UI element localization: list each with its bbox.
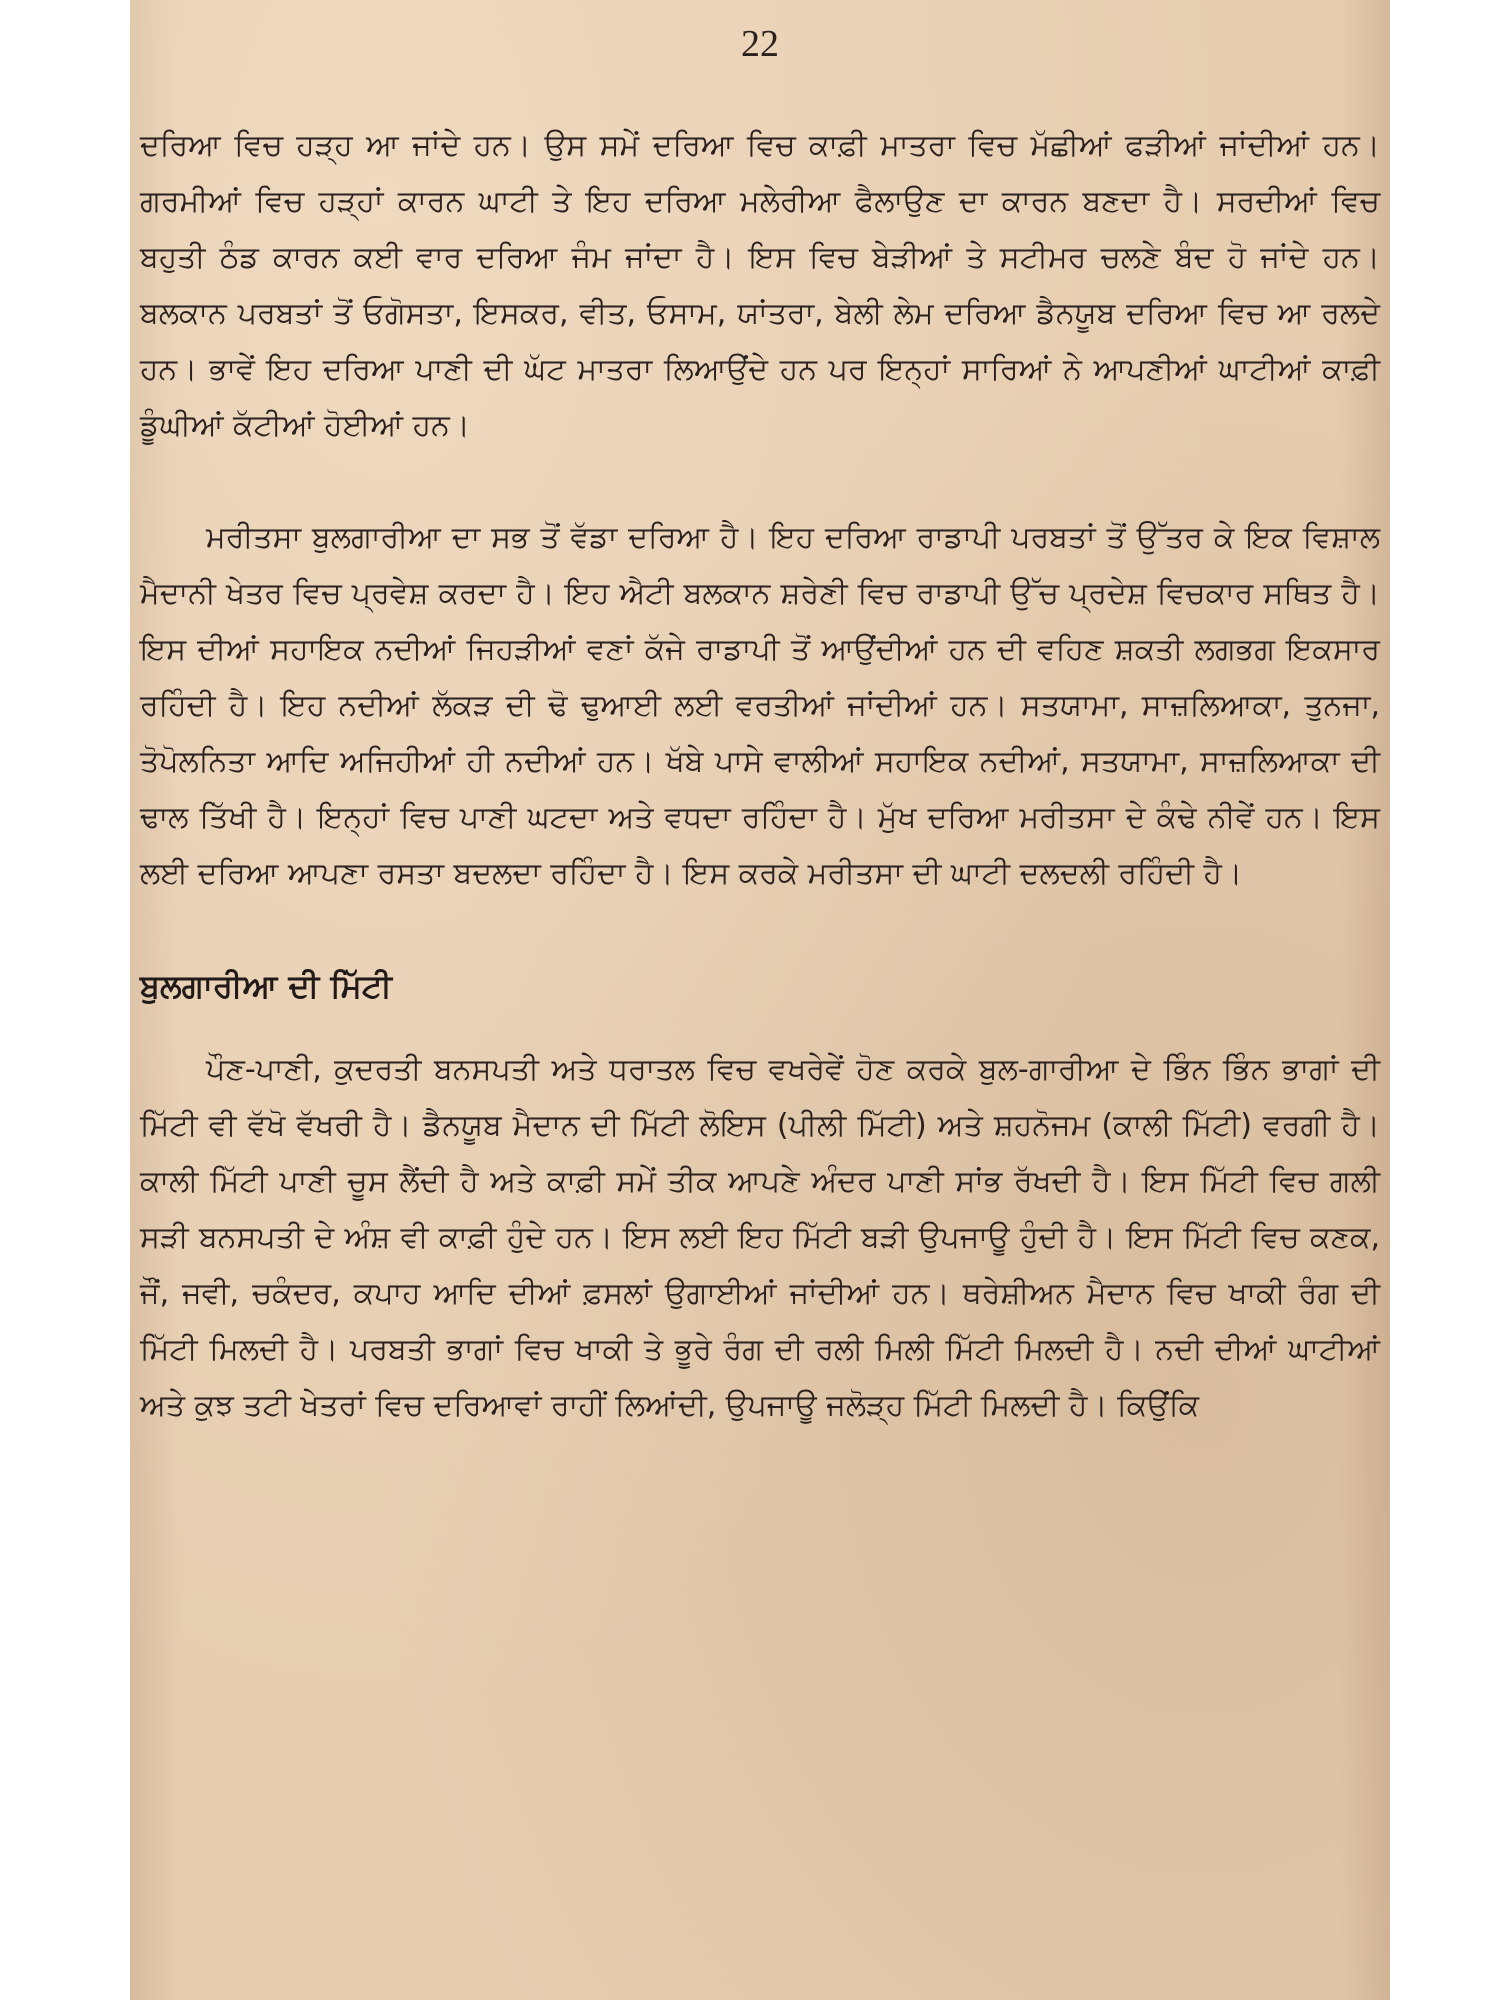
section-heading-soil: ਬੁਲਗਾਰੀਆ ਦੀ ਮਿੱਟੀ: [140, 967, 392, 1005]
paragraph-gap: [140, 454, 1380, 510]
paragraph-soil: ਪੌਣ-ਪਾਣੀ, ਕੁਦਰਤੀ ਬਨਸਪਤੀ ਅਤੇ ਧਰਾਤਲ ਵਿਚ ਵਖਰੇਵੇਂ ਹੋਣ ਕਰਕੇ ਬੁਲ-ਗਾਰੀਆ ਦੇ ਭਿੰਨ ਭਿੰਨ ਭਾਗਾਂ ਦੀ ਮਿੱਟੀ ਵੀ ਵੱਖੋ ਵੱਖਰੀ ਹੈ। ਡੈਨਯੂਬ ਮੈਦਾਨ ਦੀ ਮਿੱਟੀ ਲੋਇਸ (ਪੀਲੀ ਮਿੱਟੀ) ਅਤੇ ਸ਼ਹਨੋਜਮ (ਕਾਲੀ ਮਿੱਟੀ) ਵਰਗੀ ਹੈ। ਕਾਲੀ ਮਿੱਟੀ ਪਾਣੀ ਚੂਸ ਲੈਂਦੀ ਹੈ ਅਤੇ ਕਾਫ਼ੀ ਸਮੇਂ ਤੀਕ ਆਪਣੇ ਅੰਦਰ ਪਾਣੀ ਸਾਂਭ ਰੱਖਦੀ ਹੈ। ਇਸ ਮਿੱਟੀ ਵਿਚ ਗਲੀ ਸੜੀ ਬਨਸਪਤੀ ਦੇ ਅੰਸ਼ ਵੀ ਕਾਫ਼ੀ ਹੁੰਦੇ ਹਨ। ਇਸ ਲਈ ਇਹ ਮਿੱਟੀ ਬੜੀ ਉਪਜਾਊ ਹੁੰਦੀ ਹੈ। ਇਸ ਮਿੱਟੀ ਵਿਚ ਕਣਕ, ਜੌਂ, ਜਵੀ, ਚਕੰਦਰ, ਕਪਾਹ ਆਦਿ ਦੀਆਂ ਫ਼ਸਲਾਂ ਉਗਾਈਆਂ ਜਾਂਦੀਆਂ ਹਨ। ਥਰੇਸ਼ੀਅਨ ਮੈਦਾਨ ਵਿਚ ਖਾਕੀ ਰੰਗ ਦੀ ਮਿੱਟੀ ਮਿਲਦੀ ਹੈ। ਪਰਬਤੀ ਭਾਗਾਂ ਵਿਚ ਖਾਕੀ ਤੇ ਭੂਰੇ ਰੰਗ ਦੀ ਰਲੀ ਮਿਲੀ ਮਿੱਟੀ ਮਿਲਦੀ ਹੈ। ਨਦੀ ਦੀਆਂ ਘਾਟੀਆਂ ਅਤੇ ਕੁਝ ਤਟੀ ਖੇਤਰਾਂ ਵਿਚ ਦਰਿਆਵਾਂ ਰਾਹੀਂ ਲਿਆਂਦੀ, ਉਪਜਾਊ ਜਲੋੜ੍ਹ ਮਿੱਟੀ ਮਿਲਦੀ ਹੈ। ਕਿਉਂਕਿ: [140, 1052, 1380, 1423]
book-page: [130, 0, 1390, 2000]
page-number: 22: [741, 23, 779, 65]
paragraph-rivers-floods: ਦਰਿਆ ਵਿਚ ਹੜ੍ਹ ਆ ਜਾਂਦੇ ਹਨ। ਉਸ ਸਮੇਂ ਦਰਿਆ ਵਿਚ ਕਾਫ਼ੀ ਮਾਤਰਾ ਵਿਚ ਮੱਛੀਆਂ ਫੜੀਆਂ ਜਾਂਦੀਆਂ ਹਨ। ਗਰਮੀਆਂ ਵਿਚ ਹੜ੍ਹਾਂ ਕਾਰਨ ਘਾਟੀ ਤੇ ਇਹ ਦਰਿਆ ਮਲੇਰੀਆ ਫੈਲਾਉਣ ਦਾ ਕਾਰਨ ਬਣਦਾ ਹੈ। ਸਰਦੀਆਂ ਵਿਚ ਬਹੁਤੀ ਠੰਡ ਕਾਰਨ ਕਈ ਵਾਰ ਦਰਿਆ ਜੰਮ ਜਾਂਦਾ ਹੈ। ਇਸ ਵਿਚ ਬੇੜੀਆਂ ਤੇ ਸਟੀਮਰ ਚਲਣੇ ਬੰਦ ਹੋ ਜਾਂਦੇ ਹਨ। ਬਲਕਾਨ ਪਰਬਤਾਂ ਤੋਂ ਓਗੋਸਤਾ, ਇਸਕਰ, ਵੀਤ, ਓਸਾਮ, ਯਾਂਤਰਾ, ਬੇਲੀ ਲੇਮ ਦਰਿਆ ਡੈਨਯੂਬ ਦਰਿਆ ਵਿਚ ਆ ਰਲਦੇ ਹਨ। ਭਾਵੇਂ ਇਹ ਦਰਿਆ ਪਾਣੀ ਦੀ ਘੱਟ ਮਾਤਰਾ ਲਿਆਉਂਦੇ ਹਨ ਪਰ ਇਨ੍ਹਾਂ ਸਾਰਿਆਂ ਨੇ ਆਪਣੀਆਂ ਘਾਟੀਆਂ ਕਾਫ਼ੀ ਡੂੰਘੀਆਂ ਕੱਟੀਆਂ ਹੋਈਆਂ ਹਨ।: [140, 128, 1380, 443]
page-content: [140, 118, 1380, 1434]
heading-gap: [140, 1014, 1380, 1042]
paragraph-gap: [140, 902, 1380, 958]
paragraph-maritsa: ਮਰੀਤਸਾ ਬੁਲਗਾਰੀਆ ਦਾ ਸਭ ਤੋਂ ਵੱਡਾ ਦਰਿਆ ਹੈ। ਇਹ ਦਰਿਆ ਰਾਡਾਪੀ ਪਰਬਤਾਂ ਤੋਂ ਉੱਤਰ ਕੇ ਇਕ ਵਿਸ਼ਾਲ ਮੈਦਾਨੀ ਖੇਤਰ ਵਿਚ ਪ੍ਰਵੇਸ਼ ਕਰਦਾ ਹੈ। ਇਹ ਐਟੀ ਬਲਕਾਨ ਸ਼ਰੇਣੀ ਵਿਚ ਰਾਡਾਪੀ ਉੱਚ ਪ੍ਰਦੇਸ਼ ਵਿਚਕਾਰ ਸਥਿਤ ਹੈ। ਇਸ ਦੀਆਂ ਸਹਾਇਕ ਨਦੀਆਂ ਜਿਹੜੀਆਂ ਵਣਾਂ ਕੱਜੇ ਰਾਡਾਪੀ ਤੋਂ ਆਉਂਦੀਆਂ ਹਨ ਦੀ ਵਹਿਣ ਸ਼ਕਤੀ ਲਗਭਗ ਇਕਸਾਰ ਰਹਿੰਦੀ ਹੈ। ਇਹ ਨਦੀਆਂ ਲੱਕੜ ਦੀ ਢੋ ਢੁਆਈ ਲਈ ਵਰਤੀਆਂ ਜਾਂਦੀਆਂ ਹਨ। ਸਤਯਾਮਾ, ਸਾਜ਼ਲਿਆਕਾ, ਤੁਨਜਾ, ਤੋਪੋਲਨਿਤਾ ਆਦਿ ਅਜਿਹੀਆਂ ਹੀ ਨਦੀਆਂ ਹਨ। ਖੱਬੇ ਪਾਸੇ ਵਾਲੀਆਂ ਸਹਾਇਕ ਨਦੀਆਂ, ਸਤਯਾਮਾ, ਸਾਜ਼ਲਿਆਕਾ ਦੀ ਢਾਲ ਤਿੱਖੀ ਹੈ। ਇਨ੍ਹਾਂ ਵਿਚ ਪਾਣੀ ਘਟਦਾ ਅਤੇ ਵਧਦਾ ਰਹਿੰਦਾ ਹੈ। ਮੁੱਖ ਦਰਿਆ ਮਰੀਤਸਾ ਦੇ ਕੰਢੇ ਨੀਵੇਂ ਹਨ। ਇਸ ਲਈ ਦਰਿਆ ਆਪਣਾ ਰਸਤਾ ਬਦਲਦਾ ਰਹਿੰਦਾ ਹੈ। ਇਸ ਕਰਕੇ ਮਰੀਤਸਾ ਦੀ ਘਾਟੀ ਦਲਦਲੀ ਰਹਿੰਦੀ ਹੈ।: [140, 520, 1380, 891]
